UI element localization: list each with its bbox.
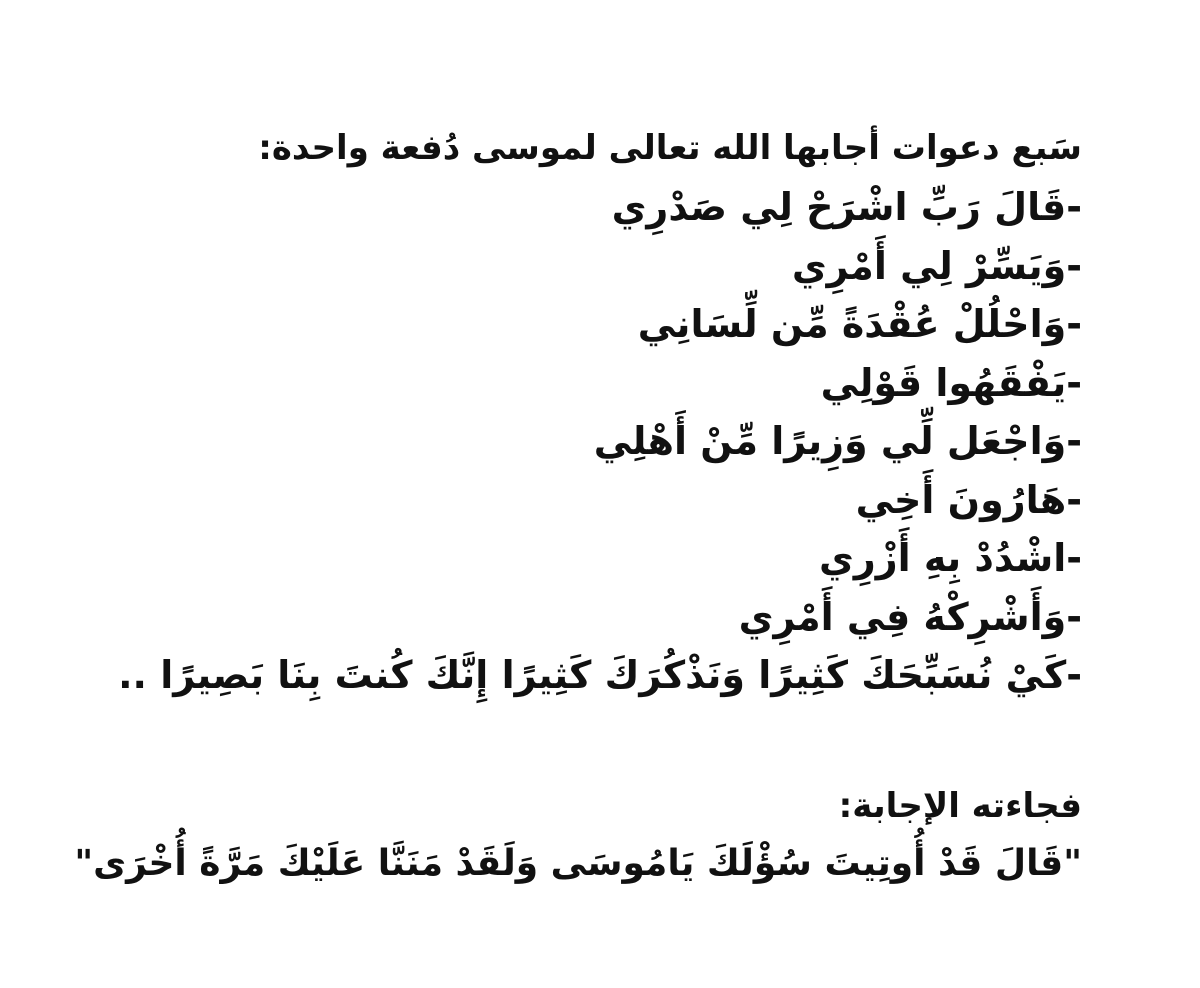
document-body [74, 118, 1082, 893]
prayer-line-3: -وَاحْلُلْ عُقْدَةً مِّن لِّسَانِي [637, 302, 1082, 346]
prayer-line-9: -كَيْ نُسَبِّحَكَ كَثِيرًا وَنَذْكُرَكَ كَثِيرًا إِنَّكَ كُنتَ بِنَا بَصِيرًا .. [118, 653, 1082, 697]
intro-heading: سَبع دعوات أجابها الله تعالى لموسى دُفعة واحدة: [258, 128, 1082, 168]
prayer-line-7: -اشْدُدْ بِهِ أَزْرِي [819, 536, 1082, 580]
prayer-list [118, 178, 1082, 705]
prayer-line-4: -يَفْقَهُوا قَوْلِي [820, 360, 1082, 405]
prayer-line-2: -وَيَسِّرْ لِي أَمْرِي [791, 243, 1082, 288]
answer-heading: فجاءته الإجابة: [838, 785, 1082, 826]
prayer-line-8: -وَأَشْرِكْهُ فِي أَمْرِي [738, 594, 1082, 639]
answer-section [74, 777, 1082, 893]
answer-quote: "قَالَ قَدْ أُوتِيتَ سُؤْلَكَ يَامُوسَى وَلَقَدْ مَنَنَّا عَلَيْكَ مَرَّةً أُخْرَى" [74, 842, 1082, 884]
prayer-line-1: -قَالَ رَبِّ اشْرَحْ لِي صَدْرِي [611, 185, 1082, 229]
prayer-line-5: -وَاجْعَل لِّي وَزِيرًا مِّنْ أَهْلِي [593, 419, 1082, 463]
prayer-line-6: -هَارُونَ أَخِي [855, 477, 1082, 522]
